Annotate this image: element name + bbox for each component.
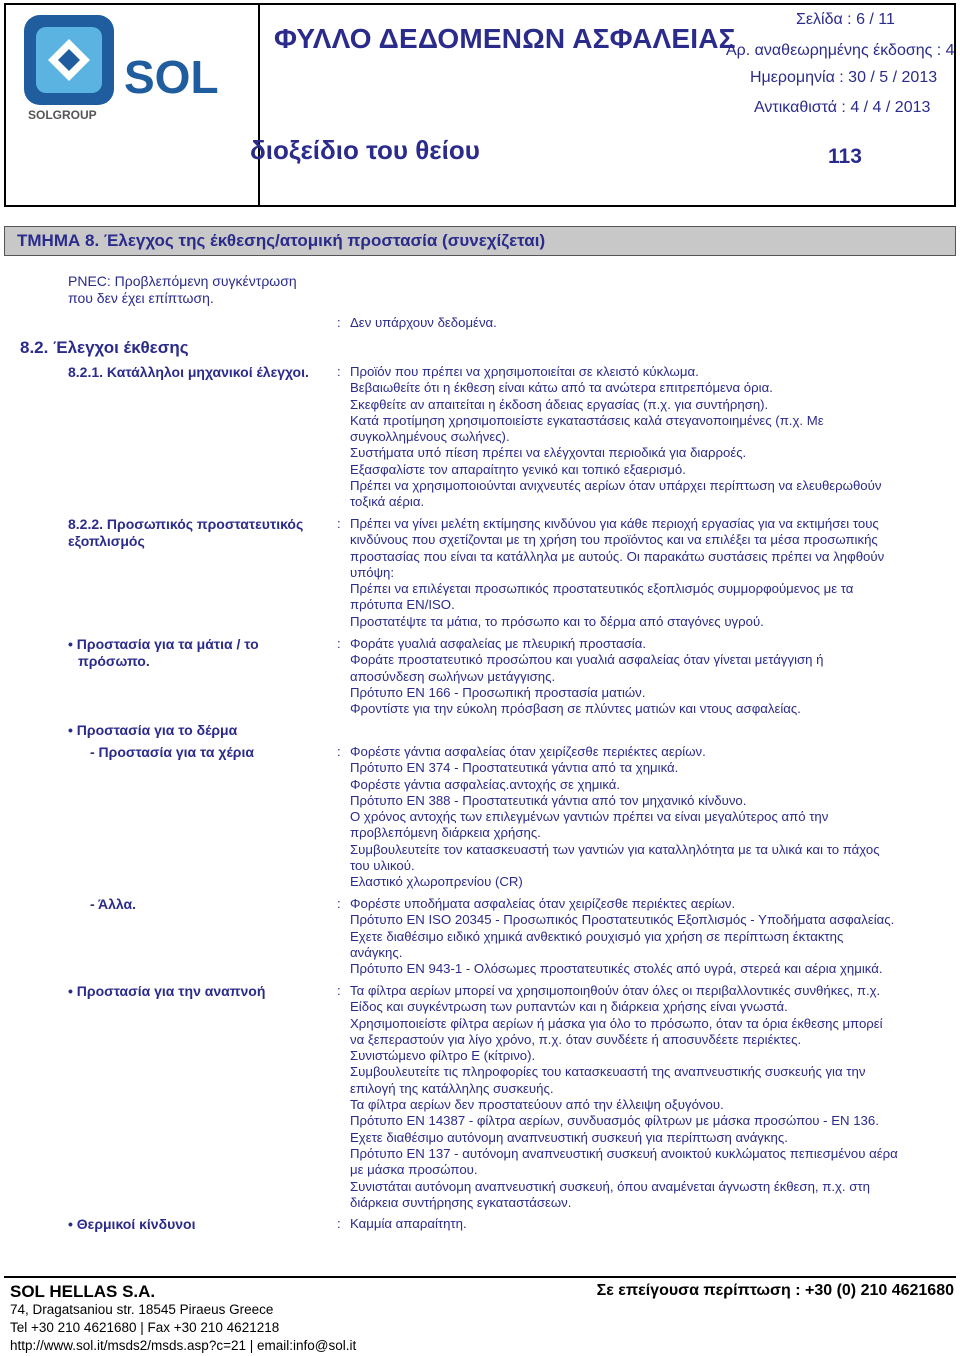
text-line: Φορέστε γάντια ασφαλείας.αντοχής σε χημικά. xyxy=(350,776,621,792)
hand-protection-text xyxy=(350,744,880,891)
document-number: 113 xyxy=(828,145,862,168)
other-protection-text xyxy=(350,896,894,977)
replaces-date: Αντικαθιστά : 4 / 4 / 2013 xyxy=(754,99,931,116)
eye-protection-text xyxy=(350,636,824,717)
document-title: ΦΥΛΛΟ ΔΕΔΟΜΕΝΩΝ ΑΣΦΑΛΕΙΑΣ xyxy=(274,23,736,54)
text-line: Πρέπει να γίνει μελέτη εκτίμησης κινδύνου για κάθε περιοχή εργασίας για να εκτιμήσει τους xyxy=(350,516,879,531)
text-line: Χρησιμοποιείστε φίλτρα αερίων ή μάσκα για όλο το πρόσωπο, όταν τα όρια έκθεσης μπορεί xyxy=(350,1015,883,1031)
thermal-hazards-text: Καμμία απαραίτητη. xyxy=(350,1216,467,1231)
footer-address: 74, Dragatsaniou str. 18545 Piraeus Greece xyxy=(10,1302,274,1317)
text-line: με μάσκα προσώπου. xyxy=(350,1162,478,1178)
substance-name: διοξείδιο του θείου xyxy=(250,135,480,165)
colon: : xyxy=(337,364,341,379)
text-line: Εξασφαλίστε τον απαραίτητο γενικό και τοπικό εξαερισμό. xyxy=(350,461,686,477)
text-line: του υλικού. xyxy=(350,858,415,874)
text-line: Πρότυπο EN 166 - Προσωπική προστασία ματιών. xyxy=(350,684,646,700)
colon: : xyxy=(337,516,341,531)
footer-phone: Tel +30 210 4621680 | Fax +30 210 4621218 xyxy=(10,1320,280,1335)
text-line: τοξικά αέρια. xyxy=(350,494,425,510)
text-line: Σκεφθείτε αν απαιτείται η έκδοση άδειας εργασίας (π.χ. για συντήρηση). xyxy=(350,396,769,412)
exposure-controls-heading: 8.2. Έλεγχοι έκθεσης xyxy=(20,338,189,357)
title-cell xyxy=(250,5,736,205)
text-line: Φροντίστε για την εύκολη πρόσβαση σε πλύντες ματιών και ντους ασφαλείας. xyxy=(350,701,801,717)
text-line: Ελαστικό χλωροπρενίου (CR) xyxy=(350,874,523,890)
ppe-label-line1: 8.2.2. Προσωπικός προστατευτικός xyxy=(68,516,304,532)
engineering-controls-label: 8.2.1. Κατάλληλοι μηχανικοί έλεγχοι. xyxy=(68,364,309,380)
text-line: Συμβουλευτείτε τον κατασκευαστή των γαντιών για καταλληλότητα με τα υλικά και το πάχος xyxy=(350,841,880,857)
hand-protection-label: - Προστασία για τα χέρια xyxy=(90,744,254,760)
text-line: Πρέπει να χρησιμοποιούνται ανιχνευτές αερίων όταν υπάρχει περίπτωση να ελευθερωθούν xyxy=(350,478,882,494)
text-line: Πρότυπο EN 14387 - φίλτρα αερίων, συνδυασμός φίλτρων με μάσκα προσώπου - EN 136. xyxy=(350,1113,879,1129)
skin-protection-label: • Προστασία για το δέρμα xyxy=(68,722,238,738)
text-line: προστασίας που είναι τα κατάλληλα με αυτούς. Οι παρακάτω συστάσεις πρέπει να ληφθούν xyxy=(350,548,885,564)
text-line: Προϊόν που πρέπει να χρησιμοποιείται σε κλειστό κύκλωμα. xyxy=(350,364,699,379)
text-line: επιλογή της κατάλληλης συσκευής. xyxy=(350,1080,554,1096)
text-line: Φορέστε γάντια ασφαλείας όταν χειρίζεσθε περιέκτες αερίων. xyxy=(350,744,706,759)
respiratory-protection-label: • Προστασία για την αναπνοή xyxy=(68,983,266,999)
text-line: προβλεπόμενη διάρκεια χρήσης. xyxy=(350,825,541,841)
text-line: διάρκεια συντήρησης εγκαταστάσεων. xyxy=(350,1194,572,1210)
text-line: Πρότυπο EN ISO 20345 - Προσωπικός Προστατευτικός Εξοπλισμός - Υποδήματα ασφαλείας. xyxy=(350,912,895,928)
colon: : xyxy=(337,896,341,911)
colon: : xyxy=(337,315,341,330)
text-line: Προστατέψτε τα μάτια, το πρόσωπο και το δέρμα από σταγόνες υγρού. xyxy=(350,613,764,629)
revision-number: Αρ. αναθεωρημένης έκδοσης : 4 xyxy=(726,42,955,59)
logo-group: SOLGROUP xyxy=(28,108,97,122)
colon: : xyxy=(337,636,341,651)
colon: : xyxy=(337,983,341,998)
engineering-controls-text xyxy=(350,364,881,511)
text-line: να ξεπεραστούν για λίγο χρόνο, π.χ. όταν συνδέετε ή αποσυνδέετε περιέκτες. xyxy=(350,1031,802,1047)
text-line: Εχετε διαθέσιμο αυτόνομη αναπνευστική συσκευή για περίπτωση ανάγκης. xyxy=(350,1129,788,1145)
text-line: Πρέπει να επιλέγεται προσωπικός προστατευτικός εξοπλισμός συμμορφούμενος με τα xyxy=(350,581,854,597)
text-line: Φοράτε γυαλιά ασφαλείας με πλευρική προστασία. xyxy=(350,636,646,651)
text-line: Πρότυπο EN 137 - αυτόνομη αναπνευστική συσκευή ανοικτού κυκλώματος πεπιεσμένου αέρα xyxy=(350,1145,898,1161)
section-title-bar xyxy=(4,226,956,256)
pnec-label-line1: PNEC: Προβλεπόμενη συγκέντρωση xyxy=(68,273,297,289)
colon: : xyxy=(337,744,341,759)
thermal-hazards-label: • Θερμικοί κίνδυνοι xyxy=(68,1216,196,1232)
section-title: ΤΜΗΜΑ 8. Έλεγχος της έκθεσης/ατομική προστασία (συνεχίζεται) xyxy=(17,231,546,250)
ppe-text xyxy=(350,516,884,630)
text-line: Εχετε διαθέσιμο ειδικό χημικά ανθεκτικό ρουχισμό για χρήση σε περίπτωση έκτακτης xyxy=(350,928,844,944)
text-line: συγκολλημένους σωλήνες). xyxy=(350,429,510,445)
text-line: Βεβαιωθείτε ότι η έκθεση είναι κάτω από τα ανώτερα επιτρεπόμενα όρια. xyxy=(350,380,773,396)
eye-protection-label-line1: • Προστασία για τα μάτια / το xyxy=(68,636,259,652)
text-line: Συνιστάται αυτόνομη αναπνευστική συσκευή, όπου αναμένεται άγνωστη έκθεση, π.χ. στη xyxy=(350,1178,870,1194)
revision-date: Ημερομηνία : 30 / 5 / 2013 xyxy=(750,69,938,86)
sol-logo xyxy=(6,5,256,201)
ppe-label-line2: εξοπλισμός xyxy=(68,533,145,549)
text-line: Συνιστώμενο φίλτρο E (κίτρινο). xyxy=(350,1048,536,1064)
text-line: Τα φίλτρα αερίων δεν προστατεύουν από την έλλειψη οξυγόνου. xyxy=(350,1097,724,1113)
text-line: πρότυπα EN/ISO. xyxy=(350,597,455,613)
text-line: Φορέστε υποδήματα ασφαλείας όταν χειρίζεσθε περιέκτες αερίων. xyxy=(350,896,736,911)
text-line: Φοράτε προστατευτικό προσώπου και γυαλιά ασφαλείας όταν γίνεται μετάγγιση ή xyxy=(350,652,824,668)
text-line: Είδος και συγκέντρωση των ρυπαντών και η διάρκεια χρήσης είναι γνωστά. xyxy=(350,999,788,1015)
text-line: Κατά προτίμηση χρησιμοποιείστε εγκαταστάσεις καλά στεγανοποιημένες (π.χ. Με xyxy=(350,412,824,428)
footer-company: SOL HELLAS S.A. xyxy=(10,1282,156,1301)
text-line: Πρότυπο EN 374 - Προστατευτικά γάντια από τα χημικά. xyxy=(350,760,679,776)
text-line: Τα φίλτρα αερίων μπορεί να χρησιμοποιηθούν όταν όλες οι περιβαλλοντικές συνθήκες, π.χ. xyxy=(350,983,881,998)
text-line: Πρότυπο EN 943-1 - Ολόσωμες προστατευτικές στολές από υγρά, στερεά και αέρια χημικά. xyxy=(350,961,883,977)
respiratory-protection-text xyxy=(350,983,898,1211)
text-line: Ο χρόνος αντοχής των επιλεγμένων γαντιών πρέπει να είναι μεγαλύτερος από την xyxy=(350,809,829,825)
logo-text: SOL xyxy=(124,51,219,103)
footer-web[interactable]: http://www.sol.it/msds2/msds.asp?c=21 | email:info@sol.it xyxy=(10,1338,357,1353)
meta-cell xyxy=(724,5,954,205)
pnec-value: Δεν υπάρχουν δεδομένα. xyxy=(350,315,497,330)
text-line: κινδύνους που σχετίζονται με τη χρήση του προϊόντος και να επιλέξει τα μέσα προσωπικής xyxy=(350,532,878,548)
page-number: Σελίδα : 6 / 11 xyxy=(796,11,895,28)
other-protection-label: - Άλλα. xyxy=(90,896,137,912)
logo-cell xyxy=(6,5,260,205)
footer-emergency: Σε επείγουσα περίπτωση : +30 (0) 210 4621680 xyxy=(596,1282,954,1299)
colon: : xyxy=(337,1216,341,1231)
text-line: αποσύνδεση σωλήνων μετάγγισης. xyxy=(350,668,556,684)
text-line: ανάγκης. xyxy=(350,944,403,960)
text-line: υπόψη: xyxy=(350,564,395,580)
pnec-label-line2: που δεν έχει επίπτωση. xyxy=(68,290,214,306)
footer-divider xyxy=(4,1276,956,1278)
text-line: Συμβουλευτείτε τις πληροφορίες του κατασκευαστή της αναπνευστικής συσκευής για την xyxy=(350,1064,866,1080)
text-line: Πρότυπο EN 388 - Προστατευτικά γάντια από τον μηχανικό κίνδυνο. xyxy=(350,792,747,808)
eye-protection-label-line2: πρόσωπο. xyxy=(78,653,150,669)
document-header xyxy=(4,3,956,207)
text-line: Συστήματα υπό πίεση πρέπει να ελέγχονται περιοδικά για διαρροές. xyxy=(350,445,747,461)
